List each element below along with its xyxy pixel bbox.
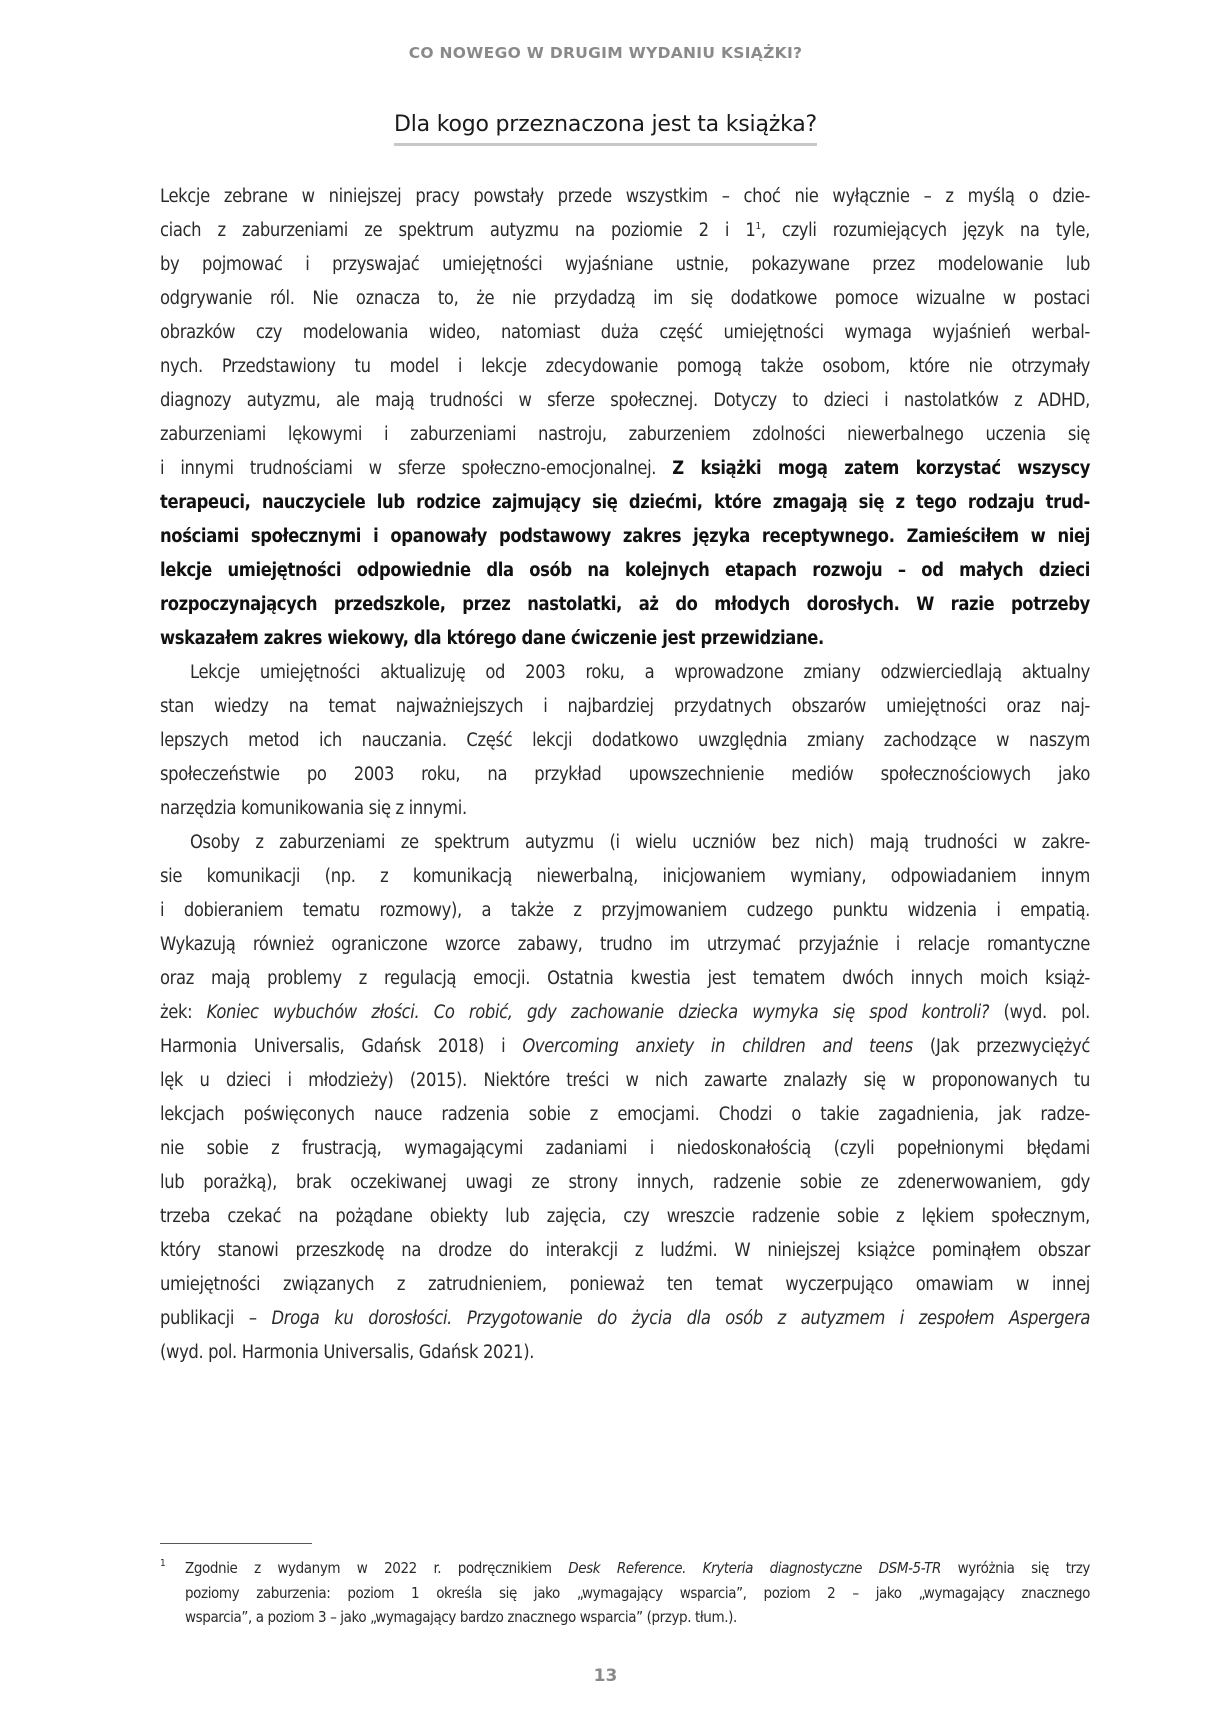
body-line	[160, 214, 1090, 248]
footnote-line	[160, 1605, 1090, 1630]
body-line	[160, 1234, 1090, 1268]
text-run: wyróżnia się trzy	[940, 1559, 1090, 1577]
footnote-marker: 1	[160, 1558, 166, 1569]
body-line	[160, 350, 1090, 384]
text-run: ciach z zaburzeniami ze spektrum autyzmu na poziomie 2 i 1	[160, 220, 756, 241]
body-line	[160, 1268, 1090, 1302]
body-line	[160, 1064, 1090, 1098]
text-run: oraz mają problemy z regulacją emocji. Ostatnia kwestia jest tematem dwóch innych moich książ-	[160, 968, 1090, 989]
body-line	[160, 724, 1090, 758]
text-run: stan wiedzy na temat najważniejszych i najbardziej przydatnych obszarów umiejętności oraz naj-	[160, 696, 1090, 717]
text-run: (Jak przezwyciężyć	[912, 1036, 1090, 1057]
bold-text: lekcje umiejętności odpowiednie dla osób na kolejnych etapach rozwoju – od małych dzieci	[160, 560, 1090, 581]
body-line	[160, 928, 1090, 962]
text-run: wsparcia”, a poziom 3 – jako „wymagający bardzo znacznego wsparcia” (przyp. tłum.).	[185, 1608, 737, 1626]
body-line	[160, 384, 1090, 418]
italic-title: Koniec wybuchów złości. Co robić, gdy zachowanie dziecka wymyka się spod kontroli?	[206, 1002, 990, 1023]
body-line	[160, 486, 1090, 520]
text-run: narzędzia komunikowania się z innymi.	[160, 798, 467, 819]
section-title-wrapper	[0, 112, 1211, 146]
bold-text: wskazałem zakres wiekowy, dla którego dane ćwiczenie jest przewidziane.	[160, 628, 824, 649]
bold-text: Z książki mogą zatem korzystać wszyscy	[672, 458, 1091, 479]
body-line	[160, 316, 1090, 350]
body-line	[160, 894, 1090, 928]
body-line	[160, 282, 1090, 316]
text-run: (wyd. pol. Harmonia Universalis, Gdańsk 2021).	[160, 1342, 535, 1363]
body-line	[160, 758, 1090, 792]
text-run: Lekcje umiejętności aktualizuję od 2003 roku, a wprowadzone zmiany odzwierciedlają aktualny	[190, 662, 1090, 683]
text-run: żek:	[160, 1002, 207, 1023]
body-line	[160, 1166, 1090, 1200]
running-head: CO NOWEGO W DRUGIM WYDANIU KSIĄŻKI?	[408, 44, 803, 62]
body-line	[160, 962, 1090, 996]
bold-text: rozpoczynających przedszkole, przez nastolatki, aż do młodych dorosłych. W razie potrzeby	[160, 594, 1090, 615]
footnote	[160, 1556, 1090, 1630]
body-line	[160, 248, 1090, 282]
body-line	[160, 1030, 1090, 1064]
text-run: Lekcje zebrane w niniejszej pracy powstały przede wszystkim – choć nie wyłącznie – z myślą o dzie-	[160, 186, 1090, 207]
section-title: Dla kogo przeznaczona jest ta książka?	[394, 112, 817, 146]
body-line	[160, 690, 1090, 724]
body-line	[160, 656, 1090, 690]
text-run: odgrywanie ról. Nie oznacza to, że nie przydadzą im się dodatkowe pomoce wizualne w postaci	[160, 288, 1090, 309]
text-run: zaburzeniami lękowymi i zaburzeniami nastroju, zaburzeniem zdolności niewerbalnego uczenia się	[160, 424, 1090, 445]
italic-title: Desk Reference. Kryteria diagnostyczne DSM-5-TR	[568, 1559, 941, 1577]
body-line	[160, 826, 1090, 860]
body-line	[160, 860, 1090, 894]
text-run: (wyd. pol.	[989, 1002, 1090, 1023]
text-run: Osoby z zaburzeniami ze spektrum autyzmu (i wielu uczniów bez nich) mają trudności w zakre-	[190, 832, 1090, 853]
body-text	[160, 180, 1090, 1370]
text-run: trzeba czekać na pożądane obiekty lub zajęcia, czy wreszcie radzenie sobie z lękiem społecznym,	[160, 1206, 1090, 1227]
page-number: 13	[593, 1666, 618, 1686]
bold-text: terapeuci, nauczyciele lub rodzice zajmujący się dziećmi, które zmagają się z tego rodzaju trud-	[160, 492, 1090, 513]
text-run: lepszych metod ich nauczania. Część lekcji dodatkowo uwzględnia zmiany zachodzące w naszym	[160, 730, 1090, 751]
italic-title: Overcoming anxiety in children and teens	[522, 1036, 913, 1057]
body-line	[160, 418, 1090, 452]
text-run: lub porażką), brak oczekiwanej uwagi ze strony innych, radzenie sobie ze zdenerwowaniem, gdy	[160, 1172, 1090, 1193]
body-line	[160, 520, 1090, 554]
footnote-reference: 1	[755, 221, 761, 232]
italic-title: Droga ku dorosłości. Przygotowanie do życia dla osób z autyzmem i zespołem Aspergera	[271, 1308, 1091, 1329]
text-run: publikacji –	[160, 1308, 272, 1329]
body-line	[160, 1200, 1090, 1234]
footnote-divider	[160, 1543, 312, 1544]
text-run: lęk u dzieci i młodzieży) (2015). Niektóre treści w nich zawarte znalazły się w proponowanych tu	[160, 1070, 1090, 1091]
text-run: obrazków czy modelowania wideo, natomiast duża część umiejętności wymaga wyjaśnień werbal-	[160, 322, 1090, 343]
footnote-line	[160, 1556, 1090, 1581]
text-run: sie komunikacji (np. z komunikacją niewerbalną, inicjowaniem wymiany, odpowiadaniem innym	[160, 866, 1090, 887]
body-line	[160, 1132, 1090, 1166]
body-line	[160, 622, 1090, 656]
body-line	[160, 452, 1090, 486]
text-run: i innymi trudnościami w sferze społeczno-emocjonalnej.	[160, 458, 673, 479]
body-line	[160, 792, 1090, 826]
footnote-line	[160, 1581, 1090, 1606]
body-line	[160, 1098, 1090, 1132]
text-run: Harmonia Universalis, Gdańsk 2018) i	[160, 1036, 523, 1057]
text-run: poziomy zaburzenia: poziom 1 określa się jako „wymagający wsparcia”, poziom 2 – jako „wymagający znacznego	[185, 1583, 1090, 1602]
body-line	[160, 1302, 1090, 1336]
text-run: który stanowi przeszkodę na drodze do interakcji z ludźmi. W niniejszej książce pominąłem obszar	[160, 1240, 1090, 1261]
text-run: społeczeństwie po 2003 roku, na przykład upowszechnienie mediów społecznościowych jako	[160, 764, 1090, 785]
text-run: nie sobie z frustracją, wymagającymi zadaniami i niedoskonałością (czyli popełnionymi błędami	[160, 1138, 1090, 1159]
text-run: , czyli rozumiejących język na tyle,	[760, 220, 1090, 241]
text-run: nych. Przedstawiony tu model i lekcje zdecydowanie pomogą także osobom, które nie otrzymały	[160, 356, 1090, 377]
text-run: Zgodnie z wydanym w 2022 r. podręcznikiem	[185, 1559, 569, 1577]
body-line	[160, 588, 1090, 622]
text-run: i dobieraniem tematu rozmowy), a także z przyjmowaniem cudzego punktu widzenia i empatią.	[160, 900, 1090, 921]
text-run: Wykazują również ograniczone wzorce zabawy, trudno im utrzymać przyjaźnie i relacje romantyczne	[160, 934, 1090, 955]
body-line	[160, 180, 1090, 214]
text-run: diagnozy autyzmu, ale mają trudności w sferze społecznej. Dotyczy to dzieci i nastolatków z ADHD,	[160, 390, 1090, 411]
body-line	[160, 554, 1090, 588]
body-line	[160, 1336, 1090, 1370]
bold-text: nościami społecznymi i opanowały podstawowy zakres języka receptywnego. Zamieściłem w niej	[160, 526, 1090, 547]
text-run: by pojmować i przyswajać umiejętności wyjaśniane ustnie, pokazywane przez modelowanie lub	[160, 254, 1090, 275]
text-run: umiejętności związanych z zatrudnieniem, ponieważ ten temat wyczerpująco omawiam w innej	[160, 1274, 1090, 1295]
body-line	[160, 996, 1090, 1030]
text-run: lekcjach poświęconych nauce radzenia sobie z emocjami. Chodzi o takie zagadnienia, jak radze-	[160, 1104, 1090, 1125]
